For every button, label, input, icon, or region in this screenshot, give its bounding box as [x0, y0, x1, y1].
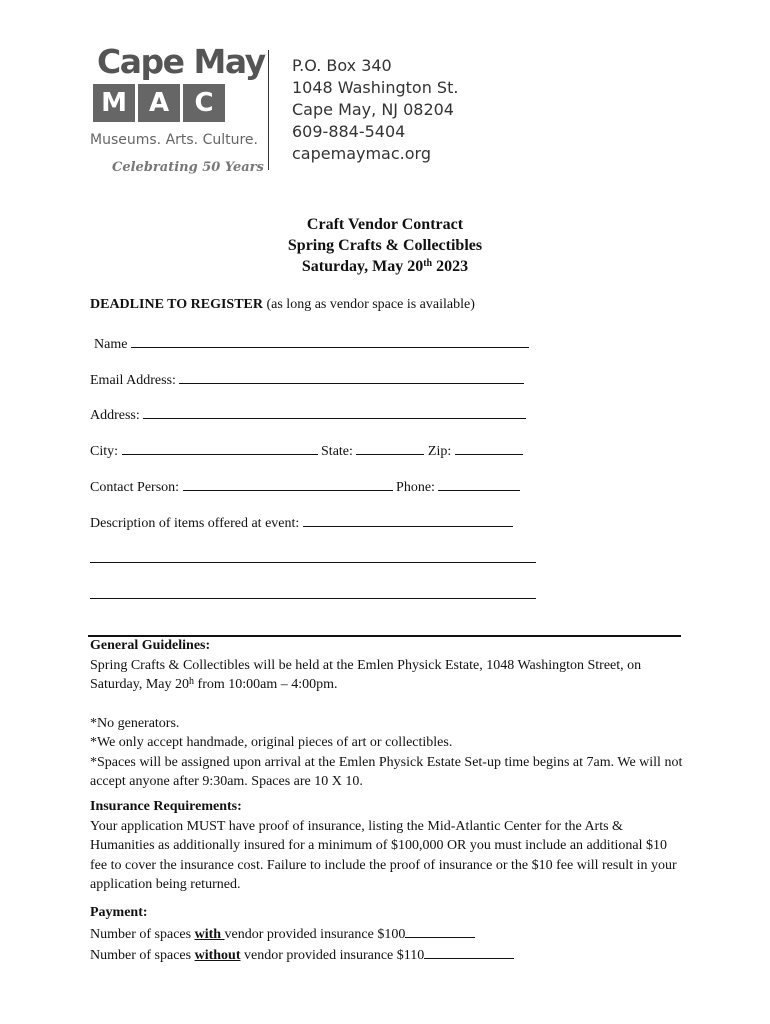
deadline-label: DEADLINE TO REGISTER [90, 297, 263, 312]
title-line-2: Spring Crafts & Collectibles [287, 237, 483, 254]
city-field[interactable] [122, 440, 318, 455]
insurance-text: Your application MUST have proof of insurance, listing the Mid-Atlantic Center for the Arts & Humanities as additionally insured for a minimum of $100,000 OR you must include an additional $10 fee to cover the insurance cost. Failure to include the proof of insurance or the $10 fee will result in your application being returned. [90, 818, 677, 892]
guideline-bullet-1: *No generators. [90, 715, 180, 731]
address-label: Address: [90, 408, 140, 423]
email-label: Email Address: [90, 373, 176, 388]
description-row [90, 512, 513, 532]
description-line-2[interactable] [90, 562, 536, 563]
payment-row-with: Number of spaces with vendor provided insurance $100 [90, 923, 690, 945]
contact-person-label: Contact Person: [90, 480, 180, 495]
name-label: Name [94, 337, 128, 352]
payment-row-without: Number of spaces without vendor provided insurance $110 [90, 944, 690, 966]
po-box: P.O. Box 340 [292, 56, 392, 75]
logo-name: Cape May [97, 42, 265, 81]
document-title [0, 214, 770, 277]
state-label: State: [321, 444, 353, 459]
state-field[interactable] [356, 440, 424, 455]
street-address: 1048 Washington St. [292, 78, 459, 97]
email-field[interactable] [179, 369, 524, 384]
description-field[interactable] [303, 512, 513, 527]
website[interactable]: capemaymac.org [292, 144, 431, 163]
deadline-note: (as long as vendor space is available) [262, 297, 475, 312]
name-row [94, 333, 529, 353]
payment-without-field[interactable] [424, 944, 514, 959]
email-row [90, 369, 524, 389]
logo-mac [93, 84, 225, 122]
payment-section [90, 903, 690, 966]
insurance-section [90, 797, 680, 895]
guideline-bullet-2: *We only accept handmade, original pieces of art or collectibles. [90, 735, 453, 750]
logo-anniversary: Celebrating 50 Years [112, 160, 264, 175]
phone-field[interactable] [438, 476, 520, 491]
contact-person-field[interactable] [183, 476, 393, 491]
name-field[interactable] [131, 333, 529, 348]
logo-tagline: Museums. Arts. Culture. [90, 132, 258, 148]
guidelines-text: Spring Crafts & Collectibles will be held at the Emlen Physick Estate, 1048 Washington Street, on Saturday, May 20$^h$ from 10:00am – 4:00pm. [90, 657, 642, 692]
description-label: Description of items offered at event: [90, 516, 300, 531]
guideline-bullet-3: *Spaces will be assigned upon arrival at the Emlen Physick Estate Set-up time begins at 7am. We will not accept anyone after 9:30am. Spaces are 10 X 10. [90, 754, 683, 789]
phone-number: 609-884-5404 [292, 122, 406, 141]
guidelines-heading: General Guidelines: [90, 638, 211, 653]
address-row [90, 404, 526, 424]
payment-heading: Payment: [90, 905, 148, 920]
header-divider [268, 50, 269, 170]
contact-block [292, 55, 458, 165]
zip-field[interactable] [455, 440, 523, 455]
city-label: City: [90, 444, 119, 459]
guidelines-section [90, 636, 690, 792]
payment-with-field[interactable] [405, 923, 475, 938]
description-line-3[interactable] [90, 598, 536, 599]
address-field[interactable] [143, 404, 526, 419]
logo-letter-m: M [93, 84, 135, 122]
insurance-heading: Insurance Requirements: [90, 799, 242, 814]
title-line-1: Craft Vendor Contract [306, 216, 464, 233]
city-state-zip: Cape May, NJ 08204 [292, 100, 454, 119]
logo-letter-c: C [183, 84, 225, 122]
phone-label: Phone: [396, 480, 435, 495]
title-line-3: Saturday, May 20th 2023 [301, 258, 469, 275]
city-row [90, 440, 523, 460]
zip-label: Zip: [427, 444, 452, 459]
logo-letter-a: A [138, 84, 180, 122]
deadline-line [90, 297, 475, 313]
contact-person-row [90, 476, 520, 496]
